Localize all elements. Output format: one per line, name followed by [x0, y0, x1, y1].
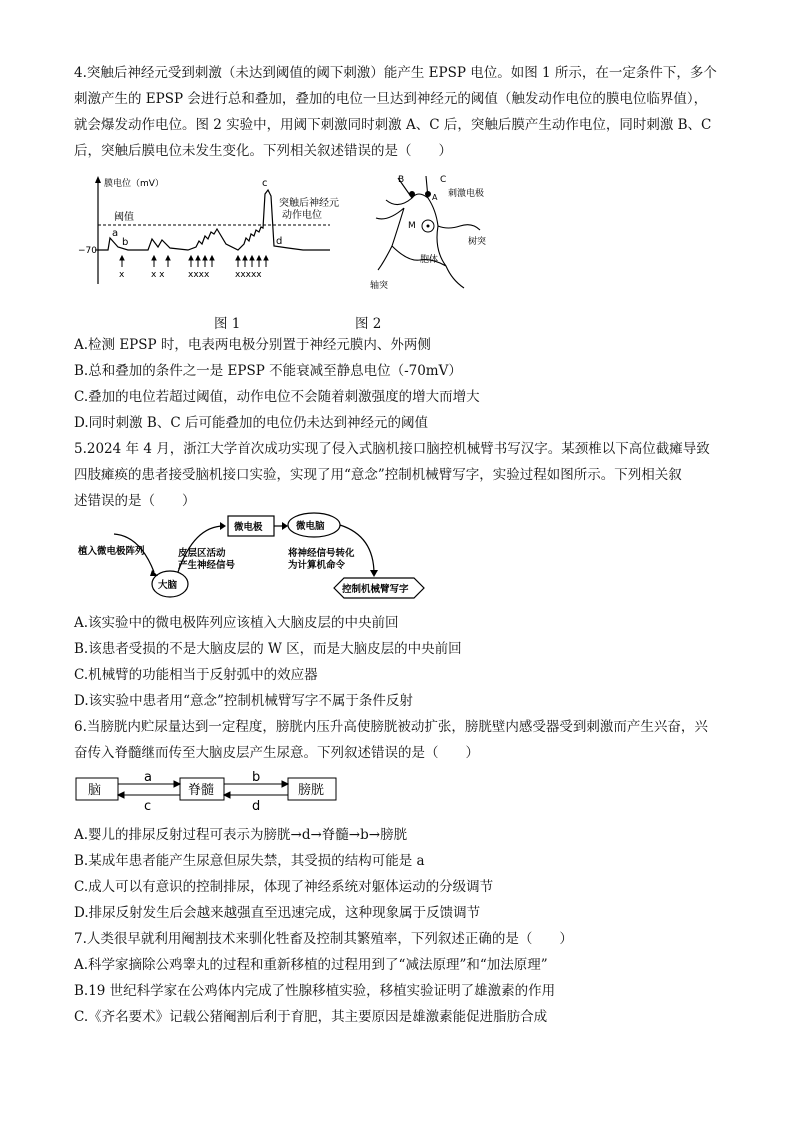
q4-stem-line: 刺激产生的 EPSP 会进行总和叠加，叠加的电位一旦达到神经元的阈值（触发动作电位的膜电位临界值），	[74, 91, 708, 107]
fig2-label-b: B	[398, 175, 405, 185]
q6-bladder: 膀胱	[298, 783, 325, 798]
q5-option-b: B.该患者受损的不是大脑皮层的 W 区，而是大脑皮层的中央前回	[74, 641, 462, 657]
fig2-label-electrode: 刺激电极	[448, 189, 485, 199]
q5-cortex-label-2: 产生神经信号	[178, 560, 236, 571]
q6-stem-line: 奋传入脊髓继而传至大脑皮层产生尿意。下列叙述错误的是（ ）	[74, 745, 479, 761]
q7-option-a: A.科学家摘除公鸡睾丸的过程和重新移植的过程用到了“减法原理”和“加法原理”	[74, 957, 548, 973]
q7-stem-line: 7.人类很早就利用阉割技术来驯化牲畜及控制其繁殖率，下列叙述正确的是（ ）	[74, 931, 573, 947]
q5-bci-diagram	[74, 506, 504, 606]
q6-stem-line: 6.当膀胱内贮尿量达到一定程度，膀胱内压升高使膀胱被动扩张，膀胱壁内感受器受到刺激而产生兴奋，兴	[74, 719, 708, 735]
q6-option-d: D.排尿反射发生后会越来越强直至迅速完成，这种现象属于反馈调节	[74, 905, 481, 921]
q6-label-c: c	[144, 799, 152, 812]
q5-stem-line: 四肢瘫痪的患者接受脑机接口实验，实现了用“意念”控制机械臂写字，实验过程如图所示。下列相关叙	[74, 467, 682, 483]
fig1-stim-3: xxxx	[188, 270, 210, 280]
q5-option-a: A.该实验中的微电极阵列应该植入大脑皮层的中央前回	[74, 615, 399, 631]
fig1-threshold-label: 阈值	[114, 212, 134, 223]
figure-1-epsp-graph	[78, 172, 340, 290]
fig2-label-m: M	[408, 221, 416, 231]
q5-convert-label-1: 将神经信号转化	[288, 548, 355, 559]
q4-option-b: B.总和叠加的条件之一是 EPSP 不能衰减至静息电位（-70mV）	[74, 363, 462, 379]
fig2-label-a: A	[432, 193, 438, 202]
fig1-label-d: d	[276, 236, 283, 247]
q6-label-d: d	[252, 799, 261, 812]
q6-option-c: C.成人可以有意识的控制排尿，体现了神经系统对躯体运动的分级调节	[74, 879, 494, 895]
q6-label-b: b	[252, 770, 261, 785]
q5-electrode: 微电极	[234, 522, 263, 533]
fig1-stim-2: x x	[151, 270, 165, 280]
q4-option-d: D.同时刺激 B、C 后可能叠加的电位仍未达到神经元的阈值	[74, 415, 428, 431]
fig1-ylabel: 膜电位（mV）	[104, 179, 164, 189]
fig1-label-b: b	[122, 237, 129, 248]
q5-brain: 大脑	[158, 580, 178, 591]
q6-option-a: A.婴儿的排尿反射过程可表示为膀胱→d→脊髓→b→膀胱	[74, 827, 408, 843]
fig1-y-tick: −70	[78, 246, 97, 256]
fig2-label-c: C	[440, 175, 447, 185]
figure-1-caption: 图 1	[214, 316, 241, 332]
fig1-stim-1: x	[119, 270, 125, 280]
q7-option-c: C.《齐名要术》记载公猪阉割后利于育肥，其主要原因是雄激素能促进脂肪合成	[74, 1009, 548, 1025]
q7-option-b: B.19 世纪科学家在公鸡体内完成了性腺移植实验，移植实验证明了雄激素的作用	[74, 983, 556, 999]
q6-option-b: B.某成年患者能产生尿意但尿失禁，其受损的结构可能是 a	[74, 853, 425, 869]
q4-stem-line: 后，突触后膜电位未发生变化。下列相关叙述错误的是（ ）	[74, 143, 452, 159]
figure-2-neuron	[368, 170, 498, 298]
q5-microbrain: 微电脑	[296, 521, 325, 532]
fig1-ap-label-1: 突触后神经元	[279, 198, 339, 209]
fig1-ap-label-2: 动作电位	[282, 210, 322, 221]
fig2-label-axon: 轴突	[370, 281, 389, 291]
q5-cortex-label-1: 皮层区活动	[178, 548, 226, 559]
q5-arm: 控制机械臂写字	[342, 584, 409, 595]
figure-2-caption: 图 2	[355, 316, 382, 332]
q5-implant-label: 植入微电极阵列	[78, 546, 145, 557]
q5-stem-line: 5.2024 年 4 月，浙江大学首次成功实现了侵入式脑机接口脑控机械臂书写汉字。某颈椎以下高位截瘫导致	[74, 441, 710, 457]
fig1-label-a: a	[112, 228, 119, 239]
q4-option-c: C.叠加的电位若超过阈值，动作电位不会随着刺激强度的增大而增大	[74, 389, 480, 405]
q5-option-c: C.机械臂的功能相当于反射弧中的效应器	[74, 667, 318, 683]
q6-label-a: a	[144, 770, 152, 785]
q5-stem-line: 述错误的是（ ）	[74, 493, 196, 509]
q6-pathway-diagram	[74, 768, 354, 812]
fig2-label-dendrite: 树突	[468, 237, 487, 247]
fig2-label-soma: 胞体	[420, 255, 439, 265]
q6-spine: 脊髓	[188, 783, 215, 798]
q6-brain: 脑	[88, 783, 102, 798]
q5-option-d: D.该实验中患者用“意念”控制机械臂写字不属于条件反射	[74, 693, 413, 709]
q4-stem-line: 4.突触后神经元受到刺激（未达到阈值的阈下刺激）能产生 EPSP 电位。如图 1 所示，在一定条件下，多个	[74, 65, 717, 81]
fig1-label-c: c	[262, 178, 268, 189]
q5-convert-label-2: 为计算机命令	[288, 560, 346, 571]
fig1-stim-4: xxxxx	[235, 270, 262, 280]
q4-stem-line: 就会爆发动作电位。图 2 实验中，用阈下刺激同时刺激 A、C 后，突触后膜产生动作电位，同时刺激 B、C	[74, 117, 712, 133]
q4-option-a: A.检测 EPSP 时，电表两电极分别置于神经元膜内、外两侧	[74, 337, 431, 353]
